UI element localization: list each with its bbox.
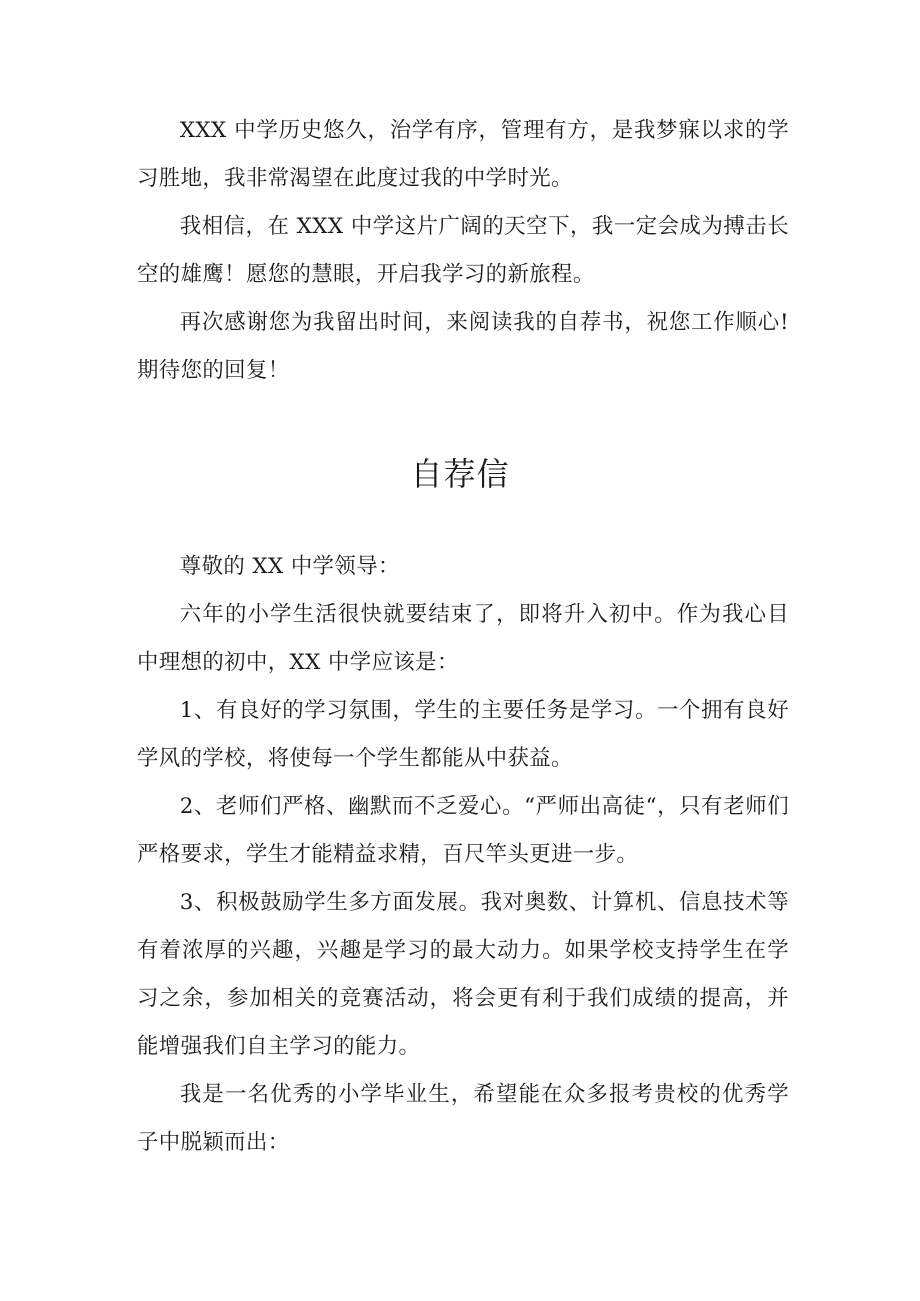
letter-item-3: 3、积极鼓励学生多方面发展。我对奥数、计算机、信息技术等有着浓厚的兴趣，兴趣是学习的最大动力。如果学校支持学生在学习之余，参加相关的竞赛活动，将会更有利于我们成绩的提高，并能增强我们自主学习的能力。 bbox=[137, 890, 789, 1059]
letter-paragraph-1: 六年的小学生活很快就要结束了，即将升入初中。作为我心目中理想的初中，XX 中学应该是： bbox=[137, 602, 789, 675]
letter-salutation: 尊敬的 XX 中学领导： bbox=[179, 554, 400, 579]
intro-paragraph-3: 再次感谢您为我留出时间，来阅读我的自荐书，祝您工作顺心!期待您的回复！ bbox=[137, 310, 789, 383]
letter-item-2: 2、老师们严格、幽默而不乏爱心。“严师出高徒“，只有老师们严格要求，学生才能精益求精，百尺竿头更进一步。 bbox=[137, 794, 789, 867]
intro-paragraph-1: XXX 中学历史悠久，治学有序，管理有方，是我梦寐以求的学习胜地，我非常渴望在此度过我的中学时光。 bbox=[137, 118, 789, 191]
letter-paragraph-last: 我是一名优秀的小学毕业生，希望能在众多报考贵校的优秀学子中脱颖而出： bbox=[137, 1082, 789, 1155]
letter-title: 自荐信 bbox=[410, 455, 510, 493]
letter-item-1: 1、有良好的学习氛围，学生的主要任务是学习。一个拥有良好学风的学校，将使每一个学生都能从中获益。 bbox=[137, 698, 789, 771]
intro-paragraph-2: 我相信，在 XXX 中学这片广阔的天空下，我一定会成为搏击长空的雄鹰！愿您的慧眼，开启我学习的新旅程。 bbox=[137, 214, 789, 287]
